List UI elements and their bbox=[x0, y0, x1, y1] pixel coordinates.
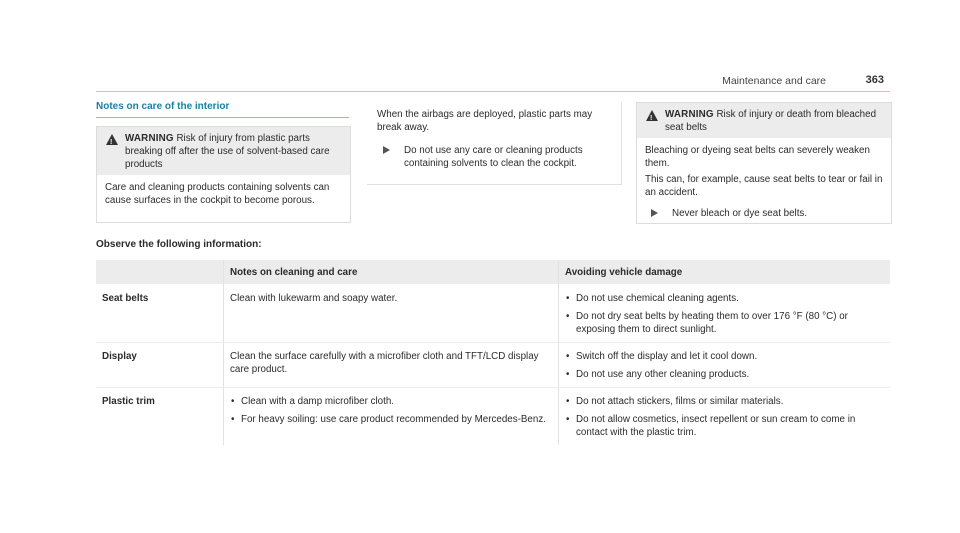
warning-label: WARNING bbox=[125, 133, 174, 144]
table-row bbox=[96, 343, 890, 388]
warning-box-solvents bbox=[96, 126, 351, 223]
section-title: Notes on care of the interior bbox=[96, 101, 230, 112]
warning-body bbox=[97, 175, 350, 218]
warning-triangle-icon bbox=[106, 134, 118, 145]
row-label: Plastic trim bbox=[96, 388, 224, 446]
care-cell: Clean the surface carefully with a microfiber cloth and TFT/LCD display care product. bbox=[224, 343, 559, 388]
table-header: Avoiding vehicle damage bbox=[559, 260, 891, 285]
table-header: Notes on cleaning and care bbox=[224, 260, 559, 285]
list-item: • Do not attach stickers, films or similar materials. bbox=[565, 395, 884, 408]
warning-triangle-icon bbox=[646, 110, 658, 121]
step-arrow-icon bbox=[383, 146, 390, 154]
table-row bbox=[96, 388, 890, 446]
step-text: Never bleach or dye seat belts. bbox=[672, 208, 808, 219]
care-table bbox=[96, 260, 890, 445]
list-item: • Do not use chemical cleaning agents. bbox=[565, 292, 884, 305]
warning-body-text: Bleaching or dyeing seat belts can severely weaken them. bbox=[645, 145, 870, 169]
observe-heading: Observe the following information: bbox=[96, 239, 262, 250]
care-cell bbox=[224, 388, 559, 446]
instruction-step bbox=[377, 144, 617, 170]
row-label: Seat belts bbox=[96, 285, 224, 343]
header-rule bbox=[96, 91, 890, 92]
list-item: • Do not dry seat belts by heating them to over 176 °F (80 °C) or exposing them to direct sunlight. bbox=[565, 310, 884, 336]
row-label: Display bbox=[96, 343, 224, 388]
avoid-cell bbox=[559, 343, 891, 388]
step-text: Do not use any care or cleaning products containing solvents to clean the cockpit. bbox=[404, 145, 583, 169]
warning-body-text: This can, for example, cause seat belts to tear or fail in an accident. bbox=[645, 174, 883, 198]
warning-head-text: Risk of injury from plastic parts breaking off after the use of solvent-based care products bbox=[125, 133, 330, 170]
warning-header bbox=[637, 103, 891, 138]
step-arrow-icon bbox=[651, 209, 658, 217]
warning-header bbox=[97, 127, 350, 175]
warning-head-text: Risk of injury or death from bleached seat belts bbox=[665, 109, 877, 133]
section-rule bbox=[96, 117, 349, 118]
avoid-cell bbox=[559, 388, 891, 446]
warning-label: WARNING bbox=[665, 109, 714, 120]
continued-warning bbox=[377, 108, 617, 170]
instruction-step bbox=[645, 207, 883, 220]
avoid-cell bbox=[559, 285, 891, 343]
list-item: • Switch off the display and let it cool down. bbox=[565, 350, 884, 363]
list-item: • For heavy soiling: use care product recommended by Mercedes-Benz. bbox=[230, 413, 552, 426]
table-header bbox=[96, 260, 224, 285]
page-number: 363 bbox=[865, 74, 884, 86]
list-item: • Do not use any other cleaning products. bbox=[565, 368, 884, 381]
list-item: • Clean with a damp microfiber cloth. bbox=[230, 395, 552, 408]
table-header-row bbox=[96, 260, 890, 285]
warning-body-text: Care and cleaning products containing solvents can cause surfaces in the cockpit to become porous. bbox=[105, 182, 330, 206]
list-item: • Do not allow cosmetics, insect repellent or sun cream to come in contact with the plastic trim. bbox=[565, 413, 884, 439]
care-cell: Clean with lukewarm and soapy water. bbox=[224, 285, 559, 343]
airbag-text: When the airbags are deployed, plastic parts may break away. bbox=[377, 109, 593, 133]
chapter-title: Maintenance and care bbox=[722, 75, 826, 87]
table-row bbox=[96, 285, 890, 343]
warning-box-seat-belts bbox=[636, 102, 892, 224]
warning-body bbox=[637, 138, 891, 228]
